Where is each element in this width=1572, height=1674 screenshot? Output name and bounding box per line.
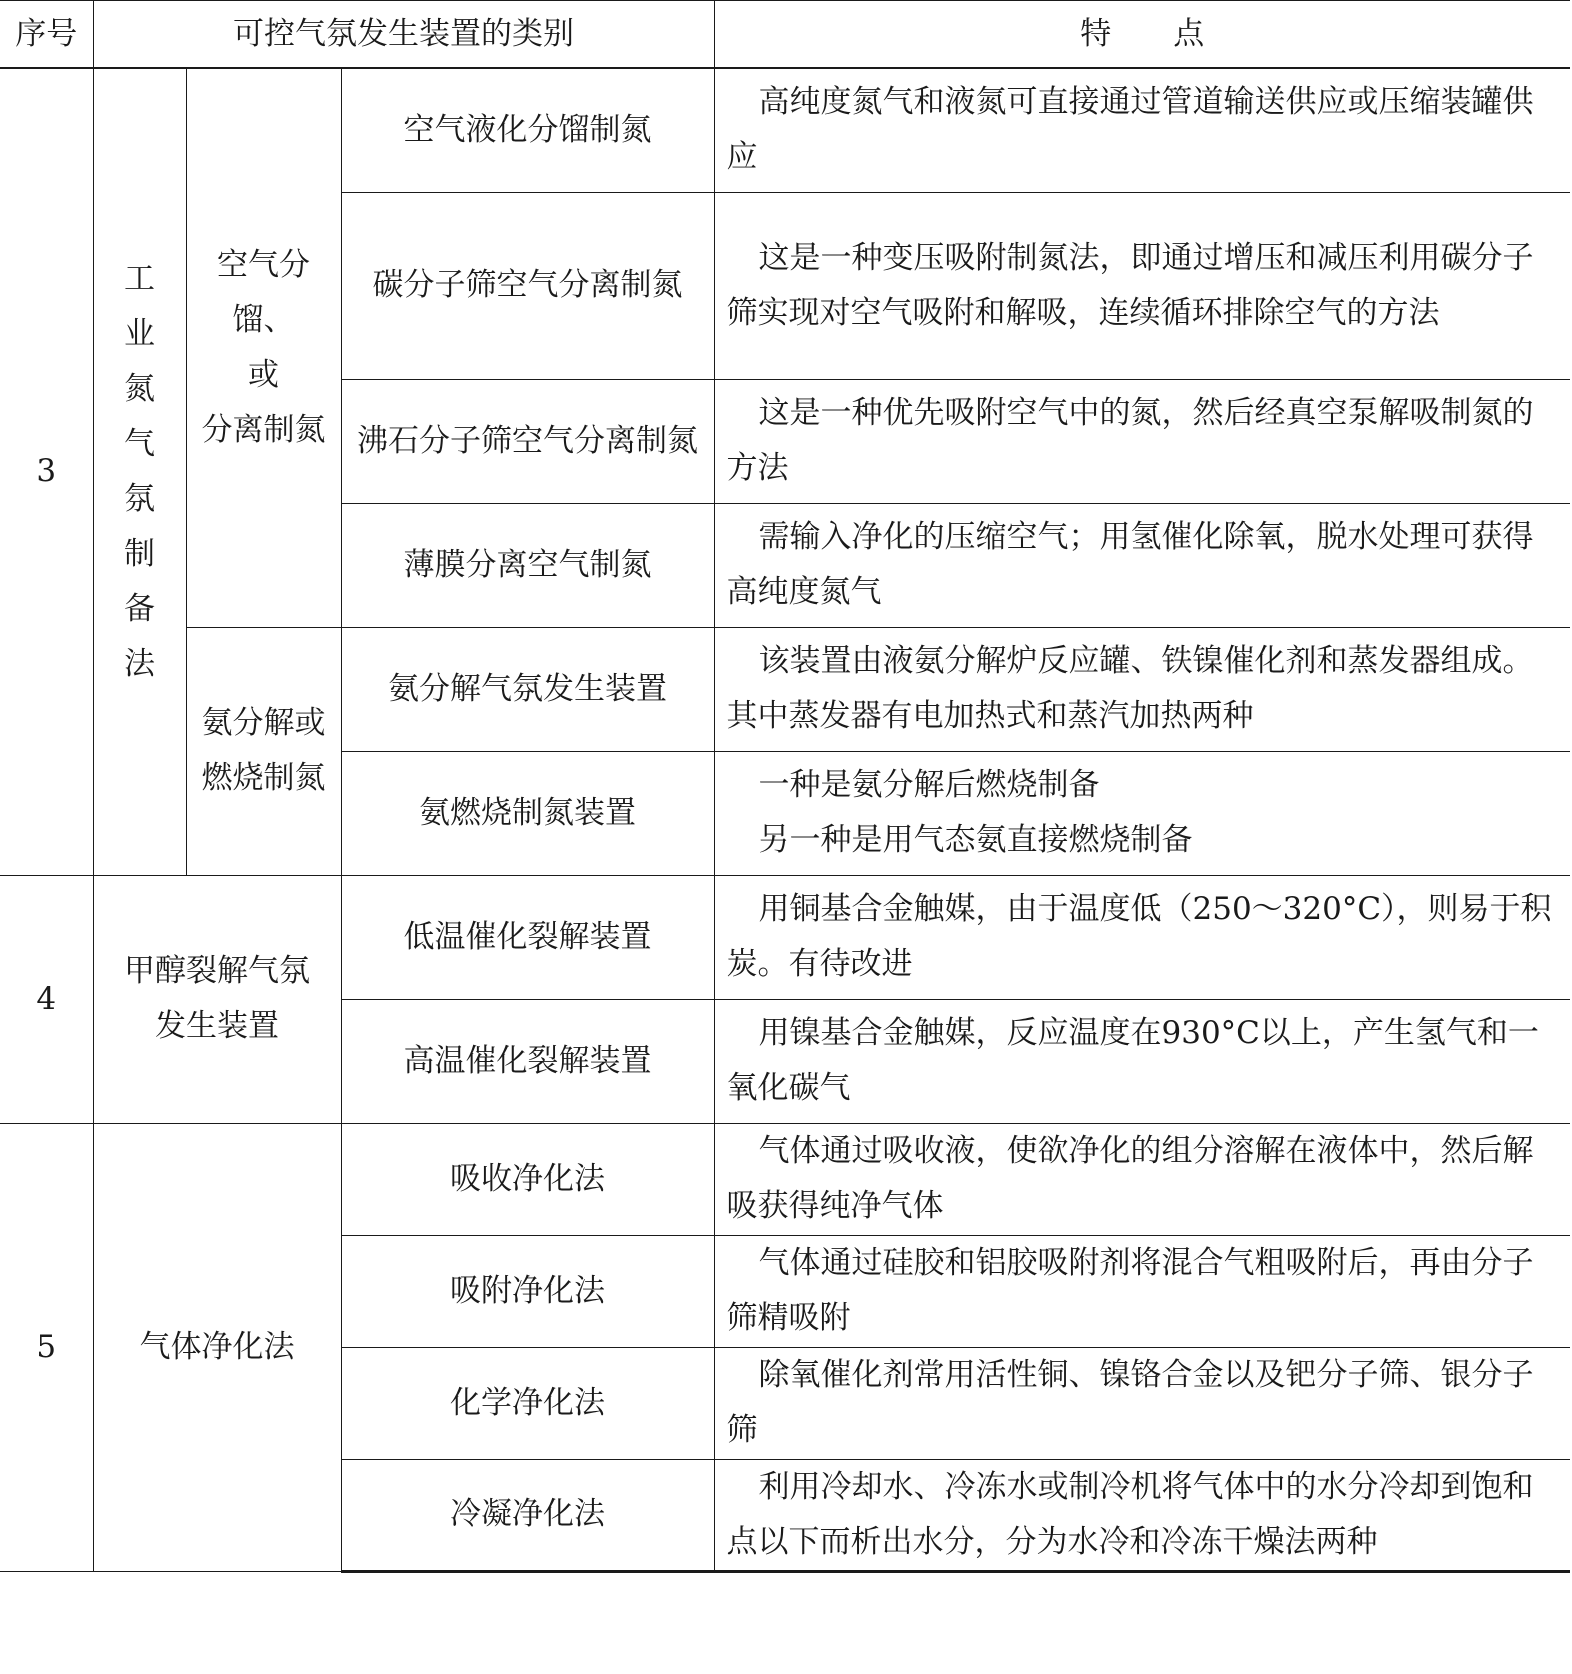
table-row <box>0 68 1570 192</box>
table-header-row <box>0 1 1570 69</box>
feature-line: 一种是氨分解后燃烧制备 <box>758 767 1100 803</box>
feature-cell: 气体通过吸收液，使欲净化的组分溶解在液体中，然后解吸获得纯净气体 <box>714 1123 1570 1235</box>
serial-number-cell: 3 <box>0 68 93 875</box>
table-row <box>0 875 1570 999</box>
main-category-line: 发生装置 <box>155 1008 279 1044</box>
sub-category-cell <box>186 627 341 875</box>
device-name-cell: 冷凝净化法 <box>341 1459 714 1571</box>
sub-category-line: 空气分馏、 <box>217 246 310 338</box>
main-category-cell <box>93 68 186 875</box>
feature-line: 另一种是用气态氨直接燃烧制备 <box>758 822 1193 858</box>
device-name-cell: 沸石分子筛空气分离制氮 <box>341 379 714 503</box>
device-name-cell: 低温催化裂解装置 <box>341 875 714 999</box>
table-row <box>0 1123 1570 1235</box>
feature-cell: 该装置由液氨分解炉反应罐、铁镍催化剂和蒸发器组成。其中蒸发器有电加热式和蒸汽加热两种 <box>714 627 1570 751</box>
device-name-cell: 吸收净化法 <box>341 1123 714 1235</box>
serial-number-cell: 5 <box>0 1123 93 1571</box>
feature-cell: 用铜基合金触媒，由于温度低（250～320°C），则易于积炭。有待改进 <box>714 875 1570 999</box>
main-category-cell: 气体净化法 <box>93 1123 341 1571</box>
sub-category-cell <box>186 68 341 627</box>
feature-cell: 利用冷却水、冷冻水或制冷机将气体中的水分冷却到饱和点以下而析出水分，分为水冷和冷冻干燥法两种 <box>714 1459 1570 1571</box>
device-name-cell: 空气液化分馏制氮 <box>341 68 714 192</box>
feature-cell: 这是一种优先吸附空气中的氮，然后经真空泵解吸制氮的方法 <box>714 379 1570 503</box>
feature-cell: 这是一种变压吸附制氮法，即通过增压和减压利用碳分子筛实现对空气吸附和解吸，连续循环排除空气的方法 <box>714 192 1570 379</box>
main-category-text: 工业氮气氛制备法 <box>124 260 155 682</box>
feature-cell: 高纯度氮气和液氮可直接通过管道输送供应或压缩装罐供应 <box>714 68 1570 192</box>
sub-category-line: 分离制氮 <box>201 411 326 448</box>
feature-cell <box>714 751 1570 875</box>
feature-cell: 需输入净化的压缩空气；用氢催化除氧，脱水处理可获得高纯度氮气 <box>714 503 1570 627</box>
header-serial-number: 序号 <box>0 1 93 69</box>
serial-number-cell: 4 <box>0 875 93 1123</box>
main-category-line: 甲醇裂解气氛 <box>124 953 310 989</box>
header-feature: 特 点 <box>714 1 1570 69</box>
device-name-cell: 氨燃烧制氮装置 <box>341 751 714 875</box>
device-name-cell: 氨分解气氛发生装置 <box>341 627 714 751</box>
feature-cell: 气体通过硅胶和铝胶吸附剂将混合气粗吸附后，再由分子筛精吸附 <box>714 1235 1570 1347</box>
sub-category-line: 氨分解或 <box>201 705 326 741</box>
device-name-cell: 吸附净化法 <box>341 1235 714 1347</box>
device-name-cell: 碳分子筛空气分离制氮 <box>341 192 714 379</box>
main-category-cell <box>93 875 341 1123</box>
sub-category-line: 或 <box>248 356 279 393</box>
feature-cell: 用镍基合金触媒，反应温度在930°C以上，产生氢气和一氧化碳气 <box>714 999 1570 1123</box>
feature-cell: 除氧催化剂常用活性铜、镍铬合金以及钯分子筛、银分子筛 <box>714 1347 1570 1459</box>
header-category: 可控气氛发生装置的类别 <box>93 1 714 69</box>
table-row <box>0 627 1570 751</box>
device-name-cell: 薄膜分离空气制氮 <box>341 503 714 627</box>
sub-category-line: 燃烧制氮 <box>201 760 326 796</box>
device-name-cell: 化学净化法 <box>341 1347 714 1459</box>
device-name-cell: 高温催化裂解装置 <box>341 999 714 1123</box>
